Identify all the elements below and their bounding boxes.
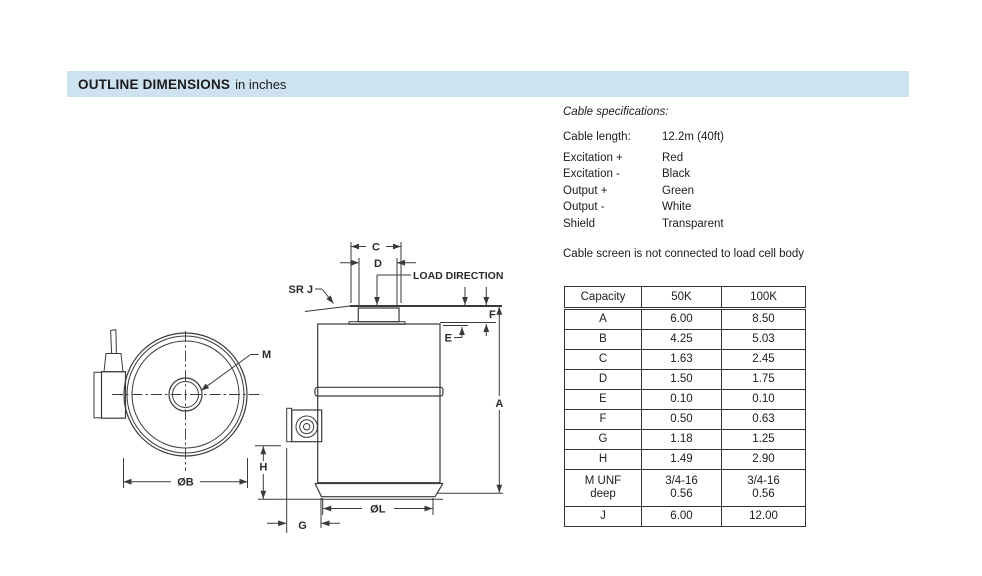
table-row: [565, 330, 806, 350]
front-view: [94, 330, 271, 489]
table-row: [565, 390, 806, 410]
spec-value: 12.2m (40ft): [662, 131, 724, 143]
cable-stub: [110, 330, 116, 354]
label-g: G: [298, 519, 307, 532]
table-row: [565, 470, 806, 489]
spec-value: Red: [662, 151, 684, 164]
dim-value-50k: 1.49: [642, 450, 722, 470]
spec-label: Shield: [563, 217, 595, 230]
spec-label: Excitation -: [563, 168, 620, 180]
table-row: [565, 488, 806, 507]
dim-label: A: [565, 309, 642, 330]
gland-body: [102, 372, 126, 419]
dim-value-100k: 0.63: [722, 410, 806, 430]
label-d: D: [374, 257, 382, 270]
cable-specs-heading: Cable specifications:: [563, 106, 669, 118]
label-e: E: [444, 332, 452, 345]
dim-value-100k: 0.10: [722, 390, 806, 410]
label-dia-l: ØL: [370, 503, 386, 516]
dim-value-100k: 0.56: [722, 488, 806, 507]
label-sr-j: SR J: [288, 284, 313, 296]
connector-pin: [304, 424, 310, 430]
dim-label: C: [565, 350, 642, 370]
dim-label: B: [565, 330, 642, 350]
cable-specifications: [563, 106, 863, 235]
label-f: F: [489, 309, 496, 321]
sr-j-tangent-line: [305, 306, 354, 312]
col-header-100k: 100K: [722, 287, 806, 309]
spec-value: White: [662, 201, 692, 213]
cylinder-body: [318, 324, 440, 483]
spec-label: Cable length:: [563, 131, 631, 143]
dim-value-100k: 1.75: [722, 370, 806, 390]
dim-label: deep: [565, 488, 642, 507]
dim-value-50k: 6.00: [642, 507, 722, 527]
dim-value-100k: 3/4-16: [722, 470, 806, 489]
sr-j-leader-arrow: [322, 289, 334, 304]
section-header-bar: [67, 71, 909, 97]
dim-value-50k: 1.50: [642, 370, 722, 390]
spec-label: Output +: [563, 184, 608, 197]
label-h: H: [259, 461, 268, 474]
dim-value-50k: 4.25: [642, 330, 722, 350]
dim-label: D: [565, 370, 642, 390]
dim-value-50k: 3/4-16: [642, 470, 722, 489]
dim-value-50k: 0.56: [642, 488, 722, 507]
label-c: C: [372, 241, 380, 254]
dim-value-100k: 2.45: [722, 350, 806, 370]
dim-label: J: [565, 507, 642, 527]
table-row: [565, 350, 806, 370]
label-load-direction: LOAD DIRECTION: [413, 269, 504, 282]
spec-value: Green: [662, 184, 694, 197]
spec-row: [563, 219, 863, 231]
dim-value-50k: 6.00: [642, 309, 722, 330]
table-row: [565, 507, 806, 527]
table-row: [565, 309, 806, 330]
dim-value-100k: 8.50: [722, 309, 806, 330]
label-a: A: [495, 397, 504, 410]
cable-screen-note: Cable screen is not connected to load cell body: [563, 248, 805, 260]
table-header-row: [565, 287, 806, 309]
spec-label: Output -: [563, 201, 605, 213]
dim-value-100k: 12.00: [722, 507, 806, 527]
dim-value-100k: 5.03: [722, 330, 806, 350]
dim-value-50k: 0.50: [642, 410, 722, 430]
table-row: [565, 430, 806, 450]
spec-value: Black: [662, 168, 691, 180]
dim-label: F: [565, 410, 642, 430]
col-header-50k: 50K: [642, 287, 722, 309]
connector-flange: [287, 408, 292, 441]
table-row: [565, 410, 806, 430]
section-title: OUTLINE DIMENSIONS: [78, 76, 231, 92]
section-title-units: in inches: [235, 76, 287, 92]
dim-value-50k: 1.18: [642, 430, 722, 450]
spec-row: [563, 153, 863, 165]
spec-row: [563, 169, 863, 181]
table-row: [565, 450, 806, 470]
outline-drawing-svg: [60, 240, 545, 545]
body-band: [315, 387, 443, 396]
label-dia-b: ØB: [177, 476, 194, 489]
spec-value: Transparent: [662, 217, 724, 230]
dim-value-50k: 1.63: [642, 350, 722, 370]
spec-row: [563, 186, 863, 198]
dim-value-100k: 1.25: [722, 430, 806, 450]
spec-row: [563, 202, 863, 214]
connector-ring-mid: [300, 420, 314, 434]
dim-label: M UNF: [565, 470, 642, 489]
dimensions-table: [564, 286, 806, 527]
col-header-capacity: Capacity: [565, 287, 642, 309]
spec-label: Excitation +: [563, 151, 623, 164]
gland-flange: [94, 372, 102, 418]
dim-label: G: [565, 430, 642, 450]
dim-value-100k: 2.90: [722, 450, 806, 470]
dim-label: H: [565, 450, 642, 470]
dim-value-50k: 0.10: [642, 390, 722, 410]
base-skirt: [315, 484, 443, 497]
dim-label: E: [565, 390, 642, 410]
table-row: [565, 370, 806, 390]
spec-row: [563, 132, 863, 144]
load-button: [358, 308, 399, 322]
gland-nut: [104, 354, 123, 372]
side-view: [255, 241, 503, 533]
label-m: M: [262, 349, 272, 361]
load-cell-outline-drawing: [60, 240, 545, 545]
